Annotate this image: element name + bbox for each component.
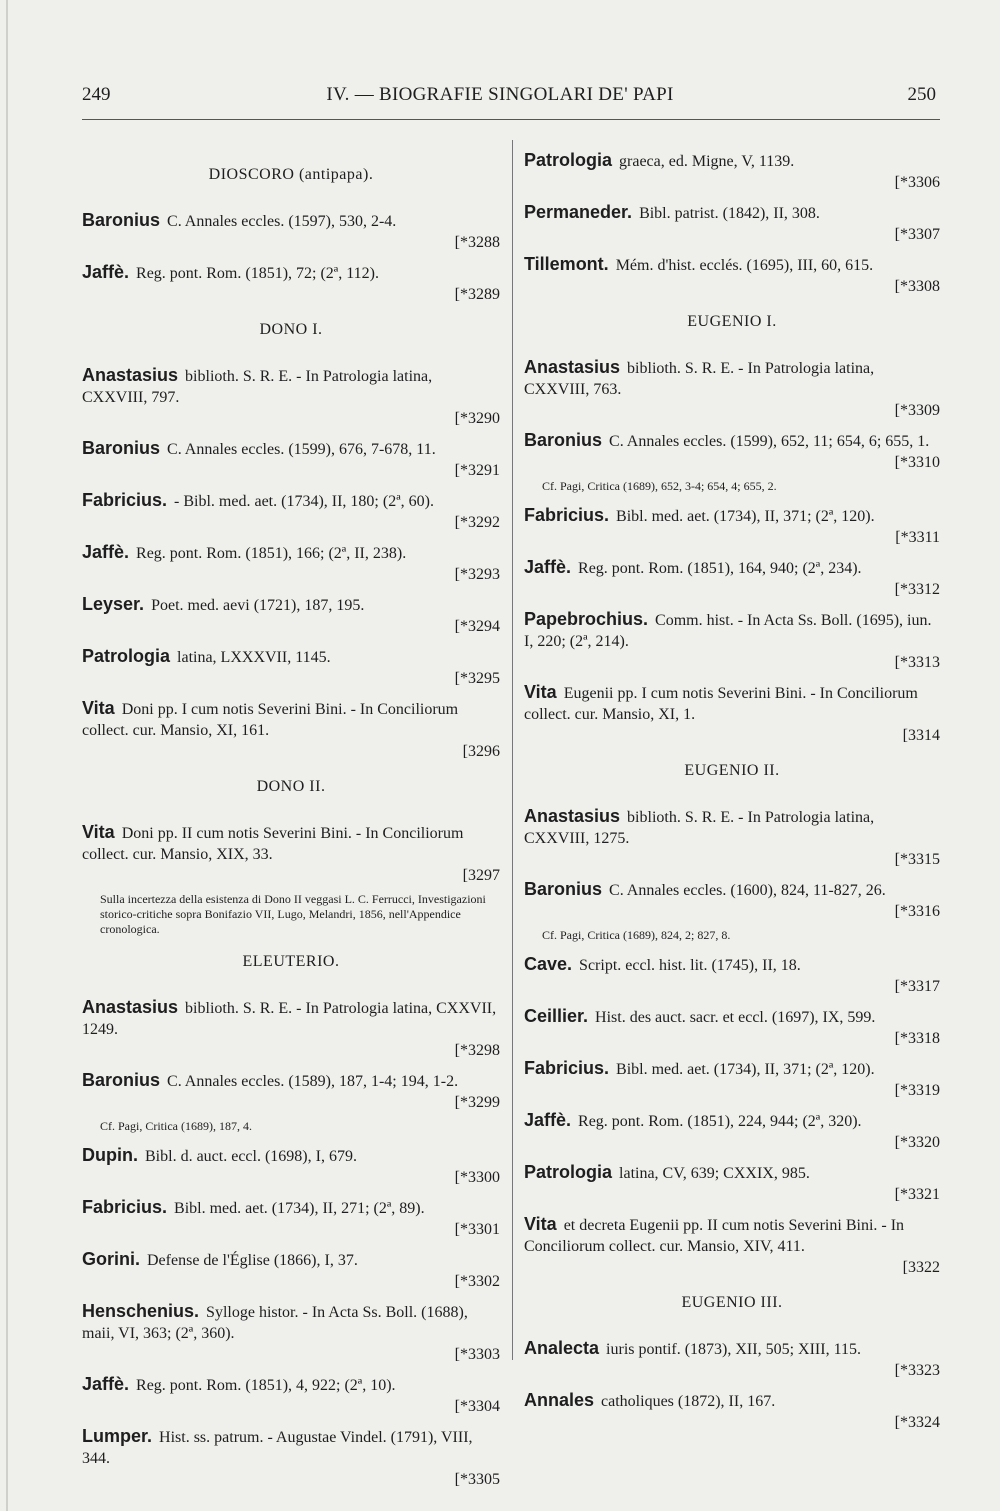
entry-citation: Defense de l'Église (1866), I, 37. [147,1252,358,1269]
bibliography-entry [82,997,500,1061]
entry-number: [3296 [462,743,500,760]
column-divider [512,140,513,1360]
entry-author: Vita [82,822,115,842]
entry-citation: C. Annales eccles. (1600), 824, 11-827, 26. [609,882,886,899]
entry-author: Anastasius [82,997,179,1017]
entry-citation: Bibl. med. aet. (1734), II, 271; (2ª, 89). [174,1200,425,1217]
entry-author: Tillemont. [524,254,609,274]
entry-number: [*3294 [454,618,500,635]
entry-text [524,202,940,224]
entry-author: Vita [524,682,557,702]
entries-eugenio-3 [524,1338,940,1433]
entry-number: [*3291 [454,462,500,479]
bibliography-entry [82,1301,500,1365]
entry-citation: biblioth. S. R. E. - In Patrologia latina, CXXVIII, 1275. [524,809,875,847]
section-heading-eugenio-3: EUGENIO III. [681,1294,783,1311]
entry-number: [*3317 [894,978,940,995]
entry-citation: C. Annales eccles. (1597), 530, 2-4. [167,213,397,230]
entry-note: Cf. Pagi, Critica (1689), 652, 3-4; 654, 4; 655, 2. [542,479,777,493]
entry-author: Annales [524,1390,595,1410]
right-column [524,150,940,1442]
bibliography-entry [82,1197,500,1240]
entry-number: [3297 [462,867,500,884]
bibliography-entry [524,1390,940,1433]
entry-citation: latina, LXXXVII, 1145. [177,649,331,666]
entry-author: Baronius [524,430,603,450]
bibliography-entry [524,682,940,746]
entry-text [524,1338,940,1360]
entry-number: [*3323 [894,1362,940,1379]
entry-number: [3314 [902,727,940,744]
entry-number: [*3292 [454,514,500,531]
entry-number: [*3290 [454,410,500,427]
entry-text [524,430,940,452]
entry-citation: Script. eccl. hist. lit. (1745), II, 18. [579,957,801,974]
bibliography-entry [524,1338,940,1381]
entry-citation: Bibl. d. auct. eccl. (1698), I, 679. [145,1148,357,1165]
entry-number: [*3321 [894,1186,940,1203]
page-number-left: 249 [82,84,111,105]
entry-author: Fabricius. [82,490,168,510]
entry-citation: biblioth. S. R. E. - In Patrologia latina, CXXVIII, 763. [524,360,875,398]
entry-text [82,365,500,408]
entry-number: [*3308 [894,278,940,295]
bibliography-entry [524,505,940,548]
bibliography-entry [82,698,500,762]
entry-author: Vita [82,698,115,718]
entry-citation: C. Annales eccles. (1599), 676, 7-678, 11. [167,441,436,458]
entry-text [524,505,940,527]
entry-citation: C. Annales eccles. (1589), 187, 1-4; 194, 1-2. [167,1073,459,1090]
entry-citation: Reg. pont. Rom. (1851), 166; (2ª, II, 238). [136,545,407,562]
entry-author: Baronius [82,210,161,230]
page-edge [6,0,8,1511]
entry-text [524,1110,940,1132]
entry-text [524,1162,940,1184]
entry-citation: C. Annales eccles. (1599), 652, 11; 654, 6; 655, 1. [609,433,930,450]
entry-text [82,1301,500,1344]
entry-author: Lumper. [82,1426,153,1446]
entry-note: Cf. Pagi, Critica (1689), 824, 2; 827, 8. [542,928,731,942]
entry-text [524,609,940,652]
entry-text [82,1374,500,1396]
entries-dioscoro [82,210,500,305]
bibliography-entry [82,1070,500,1113]
section-heading-dioscoro: DIOSCORO (antipapa). [208,166,374,183]
bibliography-entry [524,202,940,245]
entry-author: Permaneder. [524,202,633,222]
entry-text [82,646,500,668]
entry-text [524,682,940,725]
entry-citation: Poet. med. aevi (1721), 187, 195. [151,597,365,614]
entry-number: [*3306 [894,174,940,191]
section-heading-dono-2: DONO II. [256,778,326,795]
bibliography-entry [524,1162,940,1205]
bibliography-entry [524,150,940,193]
bibliography-entry [82,262,500,305]
bibliography-entry [82,1249,500,1292]
entry-author: Baronius [524,879,603,899]
entry-citation: catholiques (1872), II, 167. [601,1393,776,1410]
bibliography-entry [82,1145,500,1188]
bibliography-entry [524,430,940,473]
bibliography-entry [82,1426,500,1490]
entry-text [82,1070,500,1092]
entry-text [524,879,940,901]
entry-text [82,822,500,865]
entry-text [524,557,940,579]
entry-author: Jaffè. [82,262,130,282]
entry-author: Dupin. [82,1145,138,1165]
entry-author: Fabricius. [524,1058,610,1078]
entry-author: Cave. [524,954,573,974]
bibliography-entry [524,357,940,421]
left-column [82,150,500,1499]
entry-number: [*3307 [894,226,940,243]
entry-author: Baronius [82,1070,161,1090]
entry-citation: Sylloge histor. - In Acta Ss. Boll. (1688), maii, VI, 363; (2ª, 360). [82,1304,468,1342]
entries-eugenio-2 [524,806,940,1278]
entry-author: Papebrochius. [524,609,649,629]
bibliography-entry [524,806,940,870]
entries-eugenio-1 [524,357,940,746]
entry-citation: biblioth. S. R. E. - In Patrologia latina, CXXVIII, 797. [82,368,433,406]
entry-text [82,594,500,616]
entry-citation: Bibl. patrist. (1842), II, 308. [639,205,820,222]
header-rule [82,119,940,120]
entry-text [82,210,500,232]
entry-citation: Eugenii pp. I cum notis Severini Bini. - In Conciliorum collect. cur. Mansio, XI, 1. [524,685,918,723]
entry-text [524,1390,940,1412]
bibliography-entry [82,594,500,637]
bibliography-entry [82,646,500,689]
bibliography-entry [82,490,500,533]
entry-author: Jaffè. [524,1110,572,1130]
entry-text [524,1006,940,1028]
entry-number: [*3299 [454,1094,500,1111]
entry-author: Baronius [82,438,161,458]
footnote-dono-2: Sulla incertezza della esistenza di Dono II veggasi L. C. Ferrucci, Investigazioni storico-critiche sopra Bonifazio VII, Lugo, Melandri, 1856, nell'Appendice cronologica. [100,892,486,936]
entry-text [524,1214,940,1257]
entry-text [82,698,500,741]
entry-number: [*3300 [454,1169,500,1186]
bibliography-entry [524,1110,940,1153]
section-heading-eugenio-1: EUGENIO I. [687,313,777,330]
entry-number: [*3318 [894,1030,940,1047]
entry-text [524,150,940,172]
bibliography-entry [524,1058,940,1101]
entry-number: [*3316 [894,903,940,920]
entry-number: [*3288 [454,234,500,251]
entry-author: Patrologia [524,1162,613,1182]
entry-number: [3322 [902,1259,940,1276]
entry-author: Jaffè. [82,1374,130,1394]
entry-author: Fabricius. [82,1197,168,1217]
entry-citation: Bibl. med. aet. (1734), II, 371; (2ª, 120). [616,1061,875,1078]
entry-author: Jaffè. [524,557,572,577]
entry-author: Vita [524,1214,557,1234]
entry-number: [*3320 [894,1134,940,1151]
bibliography-entry [82,210,500,253]
entry-citation: Hist. des auct. sacr. et eccl. (1697), IX, 599. [595,1009,876,1026]
entry-text [82,1145,500,1167]
entry-number: [*3319 [894,1082,940,1099]
entry-citation: Mém. d'hist. ecclés. (1695), III, 60, 615. [615,257,874,274]
entry-text [82,542,500,564]
entry-citation: Hist. ss. patrum. - Augustae Vindel. (1791), VIII, 344. [82,1429,473,1467]
entry-number: [*3311 [895,529,940,546]
entry-text [82,997,500,1040]
entry-text [82,1249,500,1271]
entry-author: Anastasius [82,365,179,385]
entry-citation: graeca, ed. Migne, V, 1139. [619,153,795,170]
bibliography-entry [82,1374,500,1417]
entry-citation: Comm. hist. - In Acta Ss. Boll. (1695), iun. I, 220; (2ª, 214). [524,612,932,650]
entry-author: Gorini. [82,1249,140,1269]
entry-number: [*3312 [894,581,940,598]
entry-author: Anastasius [524,357,621,377]
entry-number: [*3315 [894,851,940,868]
entry-text [524,357,940,400]
entry-author: Jaffè. [82,542,130,562]
entry-citation: iuris pontif. (1873), XII, 505; XIII, 115. [606,1341,861,1358]
bibliography-entry [524,1214,940,1278]
section-heading-dono-1: DONO I. [259,321,323,338]
entry-citation: Bibl. med. aet. (1734), II, 371; (2ª, 120). [616,508,875,525]
entries-dono-1 [82,365,500,762]
entry-number: [*3324 [894,1414,940,1431]
running-title: IV. — BIOGRAFIE SINGOLARI DE' PAPI [326,84,674,105]
entry-citation: latina, CV, 639; CXXIX, 985. [619,1165,810,1182]
entry-number: [*3301 [454,1221,500,1238]
entry-author: Anastasius [524,806,621,826]
entries-dono-2 [82,822,500,886]
entry-text [82,1197,500,1219]
entry-author: Leyser. [82,594,145,614]
entry-text [524,806,940,849]
entry-text [82,262,500,284]
entry-citation: Reg. pont. Rom. (1851), 224, 944; (2ª, 320). [578,1113,862,1130]
bibliography-entry [524,879,940,922]
entry-citation: - Bibl. med. aet. (1734), II, 180; (2ª, 60). [174,493,434,510]
section-heading-eleuterio: ELEUTERIO. [242,953,340,970]
entry-text [82,438,500,460]
entry-text [82,1426,500,1469]
bibliography-entry [524,1006,940,1049]
bibliography-entry [82,365,500,429]
entries-eleuterio [82,997,500,1490]
entry-number: [*3289 [454,286,500,303]
entry-text [82,490,500,512]
bibliography-entry [524,254,940,297]
entry-author: Patrologia [524,150,613,170]
entry-citation: Reg. pont. Rom. (1851), 164, 940; (2ª, 234). [578,560,862,577]
entry-author: Fabricius. [524,505,610,525]
entry-author: Patrologia [82,646,171,666]
entry-number: [*3305 [454,1471,500,1488]
entry-author: Henschenius. [82,1301,200,1321]
entry-text [524,254,940,276]
entry-citation: Doni pp. II cum notis Severini Bini. - In Conciliorum collect. cur. Mansio, XIX, 33. [82,825,464,863]
section-heading-eugenio-2: EUGENIO II. [684,762,780,779]
entry-author: Analecta [524,1338,600,1358]
entry-number: [*3313 [894,654,940,671]
bibliography-entry [82,822,500,886]
bibliography-entry [524,954,940,997]
entry-text [524,1058,940,1080]
bibliography-entry [82,438,500,481]
entry-author: Ceillier. [524,1006,589,1026]
entries-continued [524,150,940,297]
entry-citation: Reg. pont. Rom. (1851), 4, 922; (2ª, 10). [136,1377,396,1394]
bibliography-entry [524,557,940,600]
entry-citation: et decreta Eugenii pp. II cum notis Severini Bini. - In Conciliorum collect. cur. Mansio, XIV, 411. [524,1217,905,1255]
bibliography-entry [82,542,500,585]
entry-citation: biblioth. S. R. E. - In Patrologia latina, CXXVII, 1249. [82,1000,497,1038]
bibliography-entry [524,609,940,673]
entry-number: [*3293 [454,566,500,583]
entry-number: [*3298 [454,1042,500,1059]
entry-number: [*3310 [894,454,940,471]
entry-note: Cf. Pagi, Critica (1689), 187, 4. [100,1119,252,1133]
entry-citation: Doni pp. I cum notis Severini Bini. - In Conciliorum collect. cur. Mansio, XI, 161. [82,701,459,739]
entry-number: [*3309 [894,402,940,419]
entry-text [524,954,940,976]
page-number-right: 250 [907,84,936,105]
entry-number: [*3303 [454,1346,500,1363]
entry-number: [*3295 [454,670,500,687]
entry-number: [*3302 [454,1273,500,1290]
entry-number: [*3304 [454,1398,500,1415]
entry-citation: Reg. pont. Rom. (1851), 72; (2ª, 112). [136,265,379,282]
